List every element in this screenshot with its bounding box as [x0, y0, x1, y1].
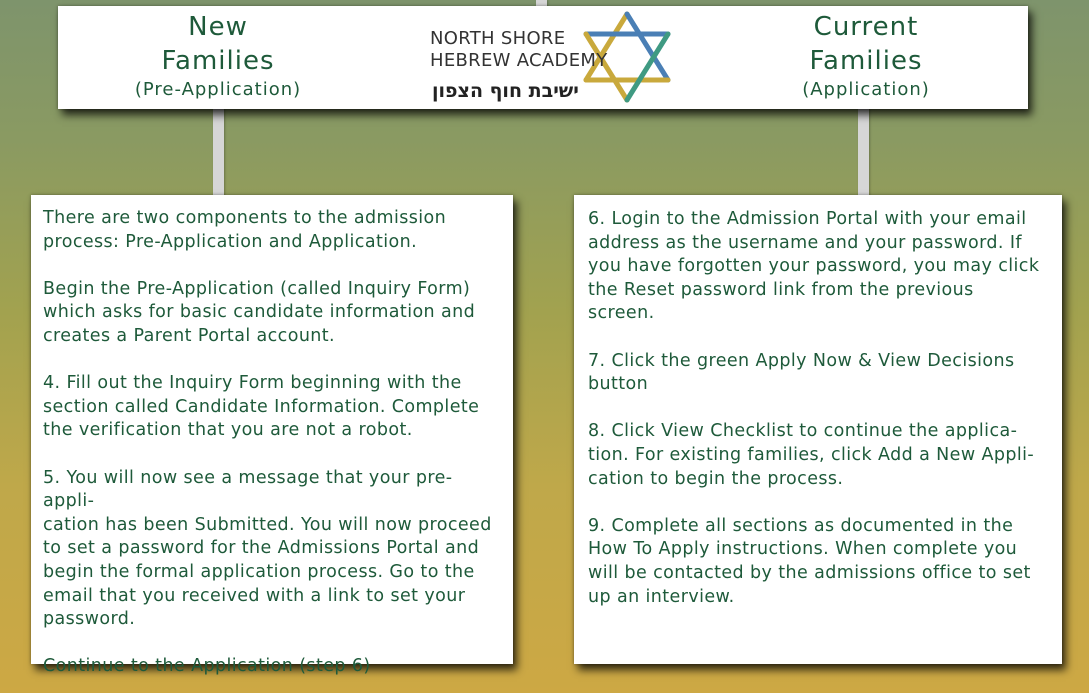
new-families-heading[interactable] — [118, 10, 318, 102]
continue-to-application-text: Continue to the Application (step 6) — [43, 656, 371, 677]
current-families-step-8: 8. Click View Checklist to continue the applica- tion. For existing families, click Add a New Appli- cation to begin the process. — [588, 421, 1035, 489]
new-families-panel — [31, 195, 513, 677]
new-families-subtitle: (Pre-Application) — [134, 79, 302, 100]
new-families-paragraph-1: There are two components to the admission process: Pre-Application and Application. — [43, 208, 447, 252]
current-families-step-6: 6. Login to the Admission Portal with your email address as the username and your password. If you have forgotten your password, you may click the Reset password link from the previous screen. — [588, 209, 1040, 324]
connector-right — [858, 108, 869, 196]
current-families-step-9: 9. Complete all sections as documented in the How To Apply instructions. When complete you will be contacted by the admissions office to set up an interview. — [588, 515, 1031, 607]
new-families-paragraph-2: Begin the Pre-Application (called Inquiry Form) which asks for basic candidate information and creates a Parent Portal account. — [43, 278, 476, 346]
logo-hebrew-text: ישיבת חוף הצפון — [432, 80, 579, 102]
current-families-heading[interactable] — [766, 10, 966, 102]
logo-text-line1: NORTH SHORE — [430, 28, 566, 49]
connector-left — [213, 108, 224, 196]
current-families-step-7: 7. Click the green Apply Now & View Decisions button — [588, 350, 1015, 395]
school-logo[interactable] — [430, 8, 658, 108]
logo-text-line2: HEBREW ACADEMY — [430, 50, 608, 71]
new-families-step-5: 5. You will now see a message that your pre-appli- cation has been Submitted. You will now proceed to set a password for the Admissions Portal and begin the formal application process. Go to the email that you received with a link to set your password. — [43, 467, 492, 630]
header-banner — [58, 6, 1028, 109]
new-families-title-line2: Families — [161, 46, 275, 76]
current-families-title-line2: Families — [809, 46, 923, 76]
current-families-subtitle: (Application) — [802, 79, 930, 100]
new-families-step-4: 4. Fill out the Inquiry Form beginning with the section called Candidate Information. Complete the verification that you are not a robot. — [43, 373, 480, 441]
current-families-panel — [574, 195, 1062, 664]
current-families-title-line1: Current — [813, 12, 919, 42]
new-families-title-line1: New — [188, 12, 248, 42]
